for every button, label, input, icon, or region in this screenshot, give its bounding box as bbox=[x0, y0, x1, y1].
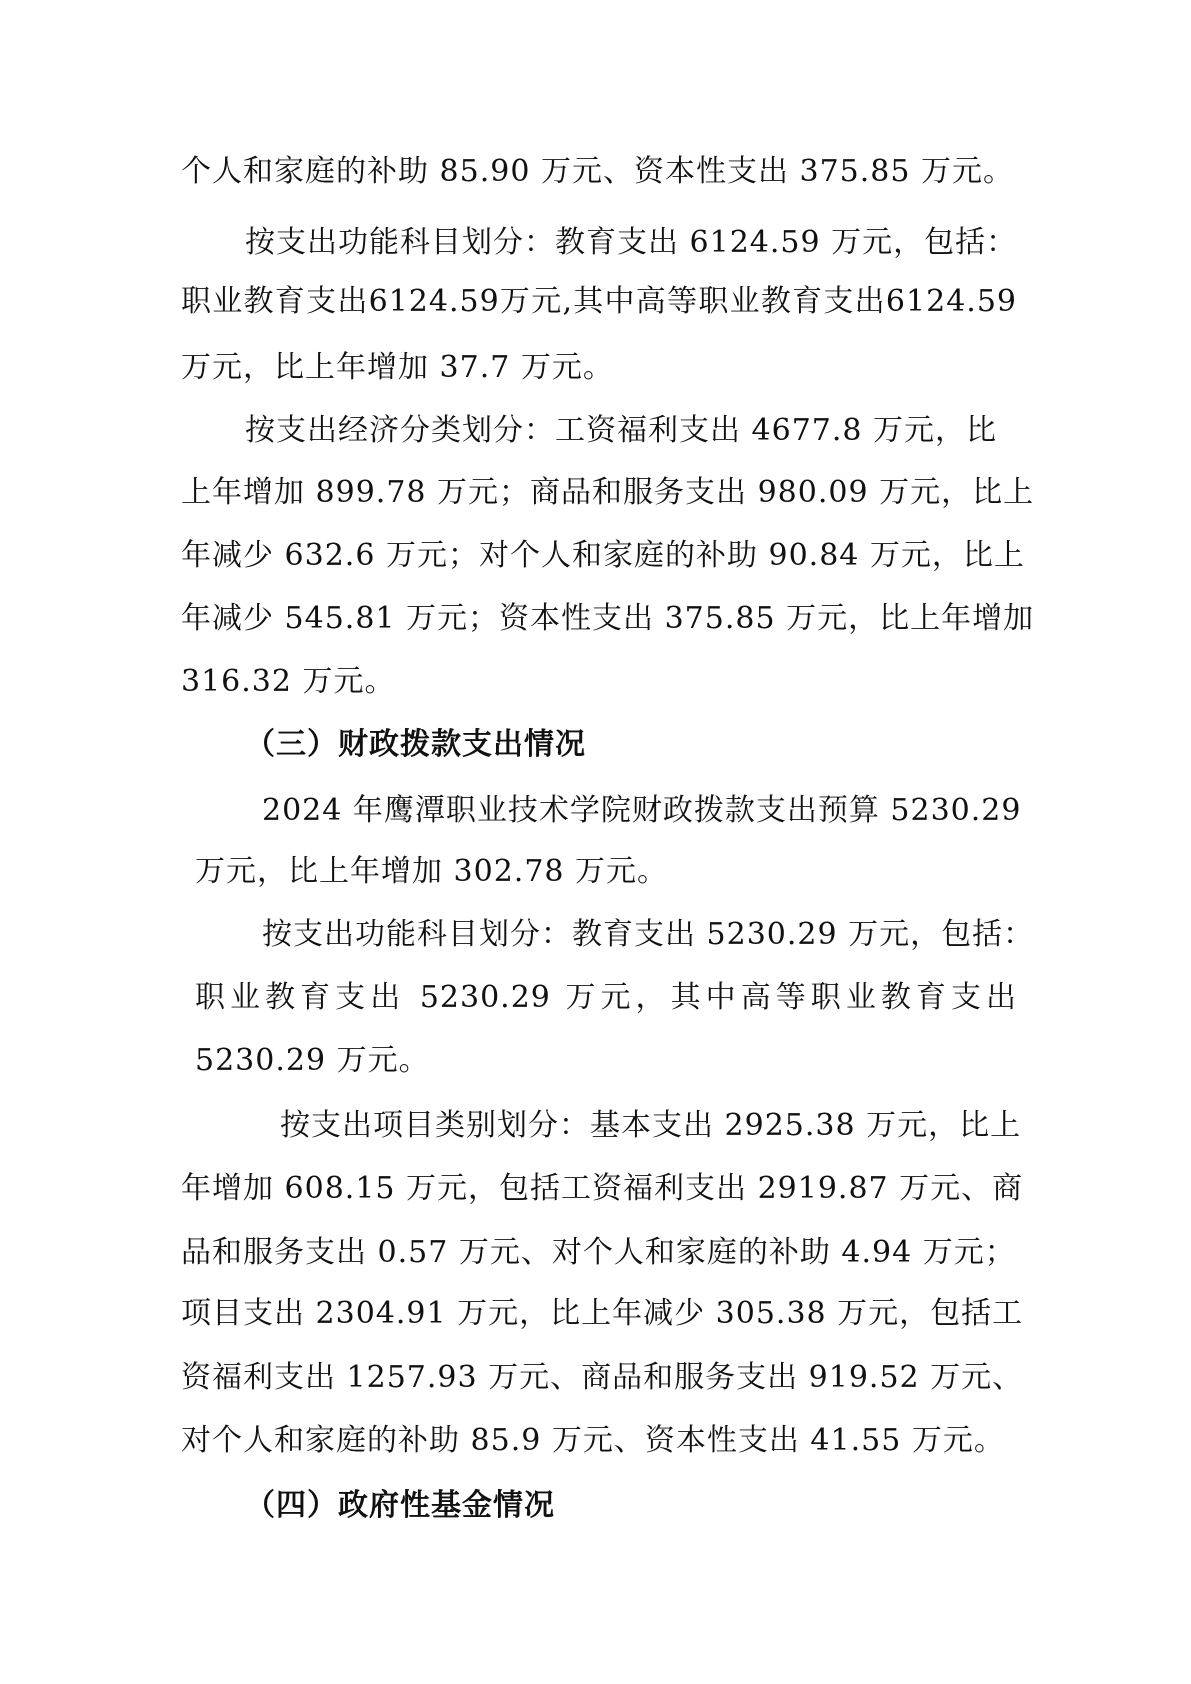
text-line: 万元，比上年增加 302.78 万元。 bbox=[195, 854, 669, 889]
text-line: 万元，比上年增加 37.7 万元。 bbox=[181, 350, 614, 385]
text-line: 资福利支出 1257.93 万元、商品和服务支出 919.52 万元、 bbox=[181, 1360, 1024, 1395]
text-line: 按支出经济分类划分：工资福利支出 4677.8 万元，比 bbox=[245, 413, 998, 448]
text-line: 年增加 608.15 万元，包括工资福利支出 2919.87 万元、商 bbox=[181, 1171, 1024, 1206]
text-line: 项目支出 2304.91 万元，比上年减少 305.38 万元，包括工 bbox=[181, 1296, 1024, 1331]
section-heading: （四）政府性基金情况 bbox=[245, 1488, 555, 1523]
text-line: 年减少 545.81 万元；资本性支出 375.85 万元，比上年增加 bbox=[181, 601, 1035, 636]
text-line: 按支出功能科目划分：教育支出 5230.29 万元，包括： bbox=[262, 917, 1035, 952]
text-line: 个人和家庭的补助 85.90 万元、资本性支出 375.85 万元。 bbox=[181, 154, 1014, 189]
text-line: 2024 年鹰潭职业技术学院财政拨款支出预算 5230.29 bbox=[262, 793, 1022, 828]
text-line: 年减少 632.6 万元；对个人和家庭的补助 90.84 万元，比上 bbox=[181, 538, 1025, 573]
text-line: 品和服务支出 0.57 万元、对个人和家庭的补助 4.94 万元； bbox=[181, 1235, 1016, 1270]
text-line: 职业教育支出6124.59万元,其中高等职业教育支出6124.59 bbox=[181, 284, 1017, 319]
text-line: 对个人和家庭的补助 85.9 万元、资本性支出 41.55 万元。 bbox=[181, 1423, 1005, 1458]
text-line: 职业教育支出 5230.29 万元，其中高等职业教育支出 bbox=[195, 980, 1017, 1015]
section-heading: （三）财政拨款支出情况 bbox=[245, 727, 586, 762]
text-line: 上年增加 899.78 万元；商品和服务支出 980.09 万元，比上 bbox=[181, 475, 1035, 510]
text-line: 316.32 万元。 bbox=[181, 664, 396, 699]
text-line: 5230.29 万元。 bbox=[195, 1043, 430, 1078]
text-line: 按支出项目类别划分：基本支出 2925.38 万元，比上 bbox=[280, 1108, 1022, 1143]
text-line: 按支出功能科目划分：教育支出 6124.59 万元，包括： bbox=[245, 225, 1018, 260]
